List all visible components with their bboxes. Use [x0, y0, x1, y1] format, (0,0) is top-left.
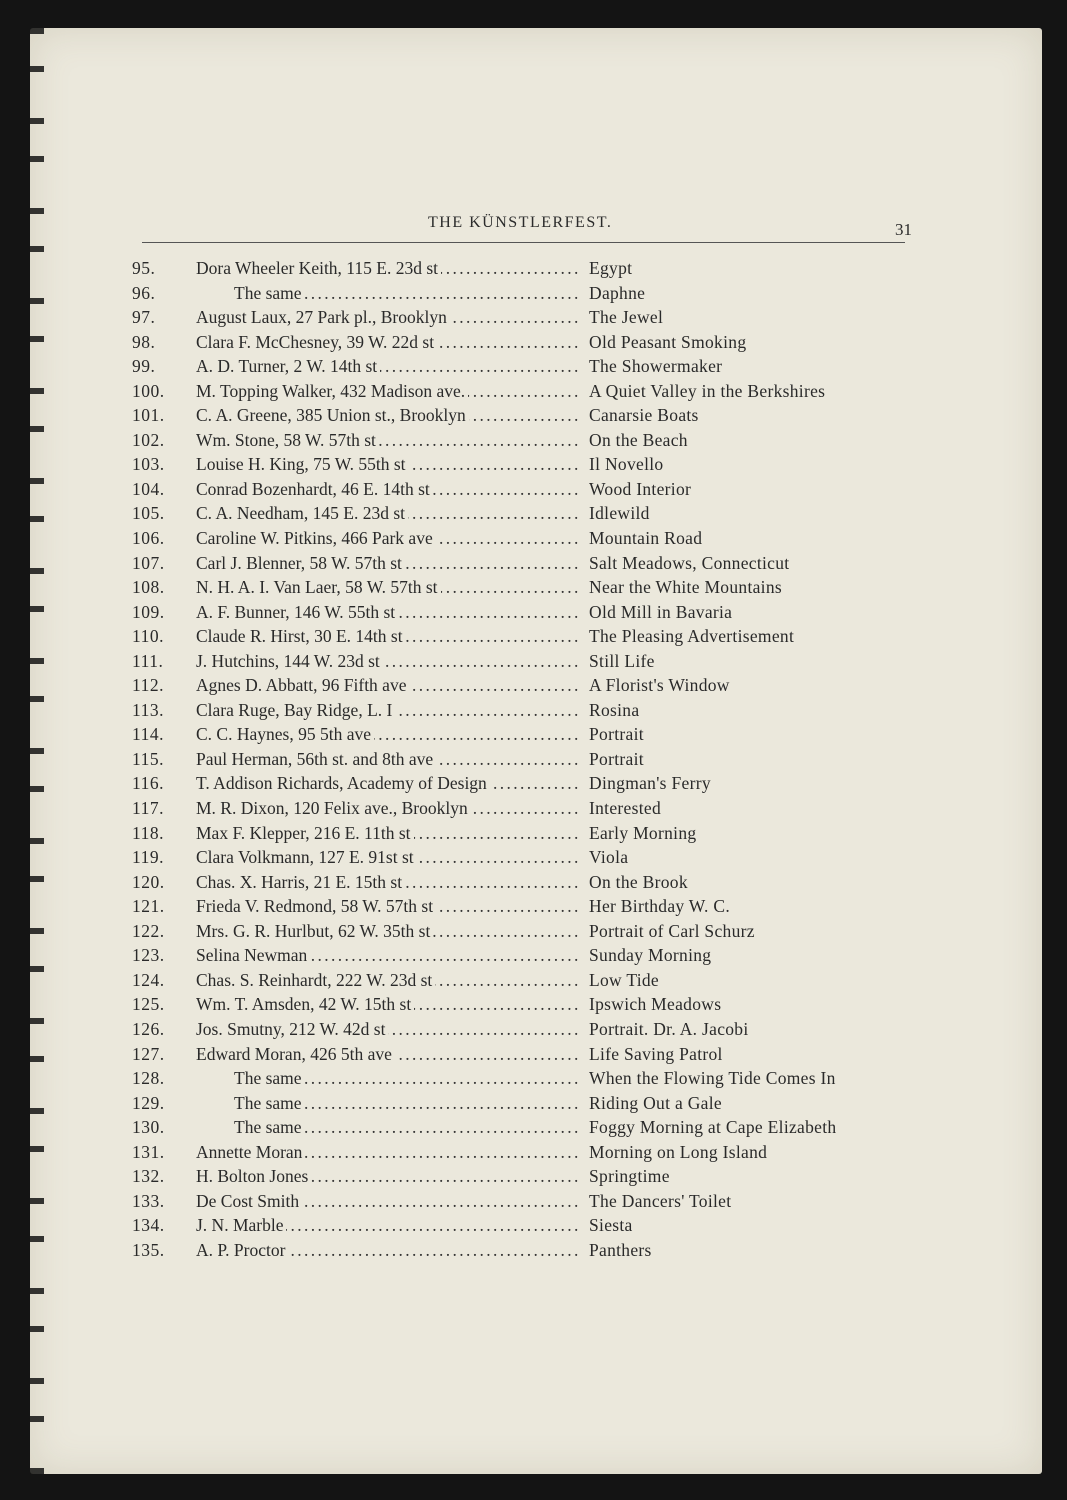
entry-work-title: Portrait. Dr. A. Jacobi	[589, 1018, 749, 1039]
header-rule	[142, 242, 905, 243]
entry-lender	[196, 845, 587, 870]
list-item	[132, 649, 912, 674]
torn-edge	[30, 28, 44, 1474]
list-item	[132, 403, 912, 428]
entry-lender-text: T. Addison Richards, Academy of Design	[196, 773, 490, 793]
entry-work-title: Mountain Road	[589, 528, 703, 549]
entry-work-title: Riding Out a Gale	[589, 1092, 722, 1113]
entry-number: 122.	[132, 920, 165, 941]
entry-work-title: Life Saving Patrol	[589, 1043, 723, 1064]
entry-lender	[196, 600, 587, 625]
entry-lender-text: August Laux, 27 Park pl., Brooklyn	[196, 307, 450, 327]
list-item	[132, 1042, 912, 1067]
entry-lender-text: Dora Wheeler Keith, 115 E. 23d st	[196, 258, 441, 278]
entry-lender-text: Annette Moran	[196, 1142, 305, 1162]
entry-number: 120.	[132, 871, 165, 892]
entry-lender	[196, 354, 587, 379]
entry-lender	[196, 575, 587, 600]
list-item	[132, 1017, 912, 1042]
entry-number: 99.	[132, 356, 156, 377]
entry-number: 111.	[132, 650, 164, 671]
entry-lender	[196, 1017, 587, 1042]
entry-number: 95.	[132, 258, 156, 278]
entry-lender	[196, 771, 587, 796]
entry-work-title: Morning on Long Island	[589, 1141, 768, 1162]
entry-work-title: Daphne	[589, 282, 646, 303]
entry-lender-text: Caroline W. Pitkins, 466 Park ave	[196, 528, 436, 548]
entry-work-title: Near the White Mountains	[589, 577, 783, 598]
entry-lender	[196, 821, 587, 846]
entry-lender-text: Wm. Stone, 58 W. 57th st	[196, 430, 379, 450]
entry-lender	[196, 698, 587, 723]
entry-lender-text: Jos. Smutny, 212 W. 42d st	[196, 1019, 388, 1039]
entry-number: 114.	[132, 724, 164, 745]
entry-work-title: Springtime	[589, 1166, 670, 1187]
list-item	[132, 575, 912, 600]
entry-lender-text: Chas. S. Reinhardt, 222 W. 23d st	[196, 970, 435, 990]
entry-number: 118.	[132, 822, 164, 843]
entry-number: 135.	[132, 1239, 165, 1260]
list-item	[132, 1213, 912, 1238]
list-item	[132, 1189, 912, 1214]
list-item	[132, 354, 912, 379]
entry-lender	[196, 649, 587, 674]
entry-lender-text: De Cost Smith	[196, 1191, 302, 1211]
entry-lender-text: H. Bolton Jones	[196, 1166, 311, 1186]
list-item	[132, 968, 912, 993]
entry-work-title: Still Life	[589, 650, 655, 671]
exhibit-list	[132, 256, 912, 1262]
entry-work-title: Idlewild	[589, 503, 650, 524]
list-item	[132, 452, 912, 477]
list-item	[132, 1164, 912, 1189]
entry-number: 106.	[132, 528, 165, 549]
entry-lender	[196, 747, 587, 772]
entry-number: 103.	[132, 454, 165, 475]
entry-number: 113.	[132, 699, 164, 720]
entry-work-title: Low Tide	[589, 969, 659, 990]
entry-number: 110.	[132, 626, 164, 647]
entry-work-title: Siesta	[589, 1215, 633, 1236]
list-item	[132, 796, 912, 821]
entry-lender	[196, 796, 587, 821]
entry-work-title: Dingman's Ferry	[589, 773, 711, 794]
list-item	[132, 256, 912, 281]
entry-number: 131.	[132, 1141, 165, 1162]
entry-work-title: Sunday Morning	[589, 945, 712, 966]
entry-number: 97.	[132, 307, 156, 328]
entry-work-title: Old Mill in Bavaria	[589, 601, 733, 622]
entry-number: 134.	[132, 1215, 165, 1236]
entry-lender	[196, 281, 587, 306]
entry-lender-text: Clara Volkmann, 127 E. 91st st	[196, 847, 417, 867]
list-item	[132, 992, 912, 1017]
list-item	[132, 526, 912, 551]
entry-work-title: Portrait of Carl Schurz	[589, 920, 755, 941]
entry-number: 117.	[132, 798, 164, 819]
entry-lender	[196, 403, 587, 428]
entry-lender-text: The same	[196, 1117, 305, 1137]
entry-number: 96.	[132, 282, 156, 303]
entry-number: 125.	[132, 994, 165, 1015]
entry-lender	[196, 894, 587, 919]
entry-lender	[196, 870, 587, 895]
entry-work-title: Portrait	[589, 724, 644, 745]
list-item	[132, 428, 912, 453]
entry-lender-text: Chas. X. Harris, 21 E. 15th st	[196, 872, 405, 892]
list-item	[132, 1140, 912, 1165]
entry-number: 123.	[132, 945, 165, 966]
entry-work-title: Portrait	[589, 748, 644, 769]
list-item	[132, 600, 912, 625]
list-item	[132, 477, 912, 502]
entry-number: 112.	[132, 675, 164, 696]
entry-number: 119.	[132, 847, 164, 868]
entry-lender-text: C. A. Greene, 385 Union st., Brooklyn	[196, 405, 469, 425]
entry-number: 107.	[132, 552, 165, 573]
list-item	[132, 1115, 912, 1140]
entry-work-title: Panthers	[589, 1239, 652, 1260]
entry-work-title: Interested	[589, 798, 661, 819]
entry-number: 98.	[132, 331, 156, 352]
entry-lender	[196, 1091, 587, 1116]
entry-number: 126.	[132, 1018, 165, 1039]
list-item	[132, 845, 912, 870]
entry-work-title: Her Birthday W. C.	[589, 896, 731, 917]
entry-number: 100.	[132, 380, 165, 401]
entry-work-title: Early Morning	[589, 822, 697, 843]
entry-work-title: Canarsie Boats	[589, 405, 699, 426]
entry-lender	[196, 305, 587, 330]
list-item	[132, 943, 912, 968]
entry-work-title: On the Brook	[589, 871, 688, 892]
entry-lender-text: A. D. Turner, 2 W. 14th st	[196, 356, 380, 376]
entry-lender-text: A. P. Proctor	[196, 1240, 288, 1260]
list-item	[132, 281, 912, 306]
entry-lender	[196, 624, 587, 649]
entry-lender	[196, 1238, 587, 1263]
list-item	[132, 870, 912, 895]
entry-lender	[196, 1164, 587, 1189]
entry-lender-text: J. N. Marble	[196, 1215, 286, 1235]
entry-lender-text: Max F. Klepper, 216 E. 11th st	[196, 823, 414, 843]
entry-lender-text: The same	[196, 1093, 305, 1113]
running-title: THE KÜNSTLERFEST.	[428, 214, 613, 231]
list-item	[132, 551, 912, 576]
entry-number: 129.	[132, 1092, 165, 1113]
entry-number: 108.	[132, 577, 165, 598]
entry-lender	[196, 1115, 587, 1140]
list-item	[132, 330, 912, 355]
entry-lender-text: C. C. Haynes, 95 5th ave	[196, 724, 374, 744]
entry-lender-text: Mrs. G. R. Hurlbut, 62 W. 35th st	[196, 921, 433, 941]
list-item	[132, 698, 912, 723]
entry-lender-text: Wm. T. Amsden, 42 W. 15th st	[196, 994, 414, 1014]
list-item	[132, 1066, 912, 1091]
entry-lender	[196, 428, 587, 453]
list-item	[132, 1238, 912, 1263]
list-item	[132, 501, 912, 526]
entry-work-title: Wood Interior	[589, 478, 692, 499]
entry-lender-text: The same	[196, 283, 305, 303]
entry-lender-text: C. A. Needham, 145 E. 23d st	[196, 503, 408, 523]
entry-work-title: A Florist's Window	[589, 675, 730, 696]
list-item	[132, 1091, 912, 1116]
entry-lender	[196, 968, 587, 993]
entry-lender-text: M. R. Dixon, 120 Felix ave., Brooklyn	[196, 798, 471, 818]
entry-work-title: Ipswich Meadows	[589, 994, 722, 1015]
entry-lender-text: N. H. A. I. Van Laer, 58 W. 57th st	[196, 577, 441, 597]
entry-number: 132.	[132, 1166, 165, 1187]
list-item	[132, 821, 912, 846]
entry-lender	[196, 526, 587, 551]
entry-lender-text: Louise H. King, 75 W. 55th st	[196, 454, 409, 474]
entry-work-title: Egypt	[589, 258, 633, 278]
entry-lender-text: Carl J. Blenner, 58 W. 57th st	[196, 553, 405, 573]
entry-lender-text: Paul Herman, 56th st. and 8th ave	[196, 749, 436, 769]
entry-lender-text: Edward Moran, 426 5th ave	[196, 1044, 395, 1064]
entry-number: 109.	[132, 601, 165, 622]
entry-number: 133.	[132, 1190, 165, 1211]
entry-number: 127.	[132, 1043, 165, 1064]
entry-work-title: A Quiet Valley in the Berkshires	[589, 380, 826, 401]
page-header	[142, 214, 912, 244]
list-item	[132, 624, 912, 649]
entry-lender	[196, 452, 587, 477]
entry-work-title: Old Peasant Smoking	[589, 331, 747, 352]
entry-lender	[196, 1140, 587, 1165]
list-item	[132, 305, 912, 330]
entry-lender	[196, 673, 587, 698]
entry-lender	[196, 477, 587, 502]
entry-number: 128.	[132, 1068, 165, 1089]
entry-number: 124.	[132, 969, 165, 990]
entry-lender	[196, 1189, 587, 1214]
entry-lender	[196, 330, 587, 355]
entry-work-title: On the Beach	[589, 429, 688, 450]
list-item	[132, 894, 912, 919]
entry-work-title: The Pleasing Advertisement	[589, 626, 795, 647]
entry-lender-text: Agnes D. Abbatt, 96 Fifth ave	[196, 675, 409, 695]
entry-lender	[196, 722, 587, 747]
entry-work-title: When the Flowing Tide Comes In	[589, 1068, 836, 1089]
entry-lender-text: Claude R. Hirst, 30 E. 14th st	[196, 626, 406, 646]
entry-lender-text: Selina Newman	[196, 945, 310, 965]
entry-lender-text: Clara Ruge, Bay Ridge, L. I	[196, 700, 395, 720]
entry-lender	[196, 1066, 587, 1091]
entry-lender	[196, 919, 587, 944]
entry-lender-text: Clara F. McChesney, 39 W. 22d st	[196, 332, 437, 352]
entry-lender-text: Conrad Bozenhardt, 46 E. 14th st	[196, 479, 433, 499]
entry-lender-text: A. F. Bunner, 146 W. 55th st	[196, 602, 398, 622]
entry-lender	[196, 551, 587, 576]
entry-work-title: Il Novello	[589, 454, 664, 475]
entry-number: 101.	[132, 405, 165, 426]
entry-number: 104.	[132, 478, 165, 499]
entry-lender-text: Frieda V. Redmond, 58 W. 57th st	[196, 896, 436, 916]
entry-number: 121.	[132, 896, 165, 917]
entry-number: 102.	[132, 429, 165, 450]
entry-number: 105.	[132, 503, 165, 524]
entry-work-title: Viola	[589, 847, 629, 868]
entry-number: 130.	[132, 1117, 165, 1138]
document-page	[30, 28, 1042, 1474]
page-number: 31	[895, 220, 912, 239]
entry-lender-text: The same	[196, 1068, 305, 1088]
list-item	[132, 673, 912, 698]
list-item	[132, 919, 912, 944]
entry-lender	[196, 992, 587, 1017]
entry-work-title: Salt Meadows, Connecticut	[589, 552, 790, 573]
entry-lender-text: J. Hutchins, 144 W. 23d st	[196, 651, 383, 671]
entry-number: 115.	[132, 748, 164, 769]
entry-number: 116.	[132, 773, 164, 794]
entry-work-title: Rosina	[589, 699, 640, 720]
list-item	[132, 747, 912, 772]
entry-work-title: The Showermaker	[589, 356, 723, 377]
list-item	[132, 379, 912, 404]
entry-lender	[196, 379, 587, 404]
entry-lender	[196, 501, 587, 526]
entry-lender-text: M. Topping Walker, 432 Madison ave.	[196, 381, 468, 401]
list-item	[132, 722, 912, 747]
entry-lender	[196, 943, 587, 968]
entry-lender	[196, 1042, 587, 1067]
entry-work-title: Foggy Morning at Cape Elizabeth	[589, 1117, 837, 1138]
entry-work-title: The Dancers' Toilet	[589, 1190, 732, 1211]
entry-work-title: The Jewel	[589, 307, 664, 328]
entry-lender	[196, 256, 587, 281]
list-item	[132, 771, 912, 796]
entry-lender	[196, 1213, 587, 1238]
